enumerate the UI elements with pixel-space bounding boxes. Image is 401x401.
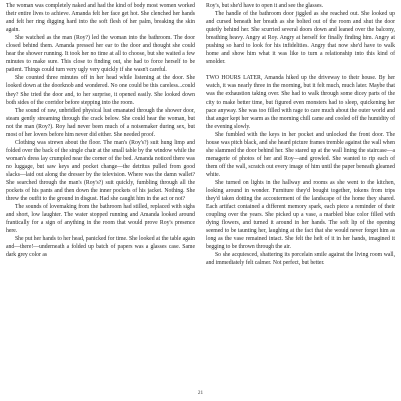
paragraph: Roy's, but she'd have to open it and see the glasses. [206,3,324,9]
page-number: 21 [197,390,204,396]
left-text-column [6,2,195,260]
paragraph: Clothing was strewn about the floor. The man's (Roy's?) suit hung limp and folded over the back of the single chair at the small table by the window while the woman's dress lay crumpled near the corner of the bed. Amanda noticed there was no luggage, but saw keys and pocket change—the detritus pulled from good slacks—laid out along the dresser by the television. Where was the damn wallet? She searched through the man's (Roy's?) suit quickly, fumbling through all the pockets of his pants and then down the inner pockets of his jacket. Nothing. She threw the outfit to the ground in disgust. Had she caught him in the act or not? [6,139,195,203]
section-opening-paragraph: TWO HOURS LATER, Amanda hiked up the driveway to their house. By her watch, it was nearly three in the morning, but it felt much, much later. Maybe that was the exhaustion taking over. She had to walk through some dicey parts of the city to make better time, but figured even monsters had to sleep, quickening her pace anyway. She was too filled with rage to care much about the outer world and that anger kept her warm as the morning chill came and cooled off the humidity of the evening slowly. [206,75,395,130]
paragraph: So she acquiesced, shattering its porcelain smile against the living room wall, and immediately felt calmer. Not perfect, but better. [206,252,395,267]
paragraph: The handle of the bathroom door jiggled as she reached out. She looked up and cursed beneath her breath as she bolted out of the room and shut the door quietly behind her. She scurried several doors down and leaned over the balcony, breathing heavy. Angry at Roy. Angry at herself for finally finding him. Angry at pushing so hard to look for his infidelities. Angry that now she'd have to walk home and show him what it was like to turn a relationship into this kind of smolder. [206,11,395,66]
paragraph: She watched as the man (Roy?) led the woman into the bathroom. The door closed behind them. Amanda pressed her ear to the door and thought she could hear the shower running. It took her no time at all to choose, but she waited a few minutes to make sure. This close to finding out, she had to force herself to be patient. Things could turn very ugly very quickly if she wasn't careful. [6,35,195,74]
paragraph: She put her hands to her head, panicked for time. She looked at the table again and—there!—underneath a folded up batch of papers was a glasses case. Same dark grey color as [6,236,195,259]
right-text-column [206,2,395,268]
paragraph: The sound of raw, unbridled physical lust emanated through the shower door, steam gently streaming through the crack below. She could hear the woman, but not the man (Roy?). Roy had never been much of a noisemaker during sex, but most of her lovers before him never did either. She needed proof. [6,107,195,138]
paragraph: She counted three minutes off in her head while listening at the door. She looked down at the doorknob and wondered. No one could be this careless...could they? She tried the door and, to her surprise, it opened easily. She looked down both sides of the corridor before stepping into the room. [6,75,195,106]
paragraph: She turned on lights in the hallway and rooms as she went to the kitchen, looking around in wonder. Furniture they'd bought together, tokens from trips they'd taken dotting the accouterment of the landscape of the home they shared. Each artifact contained a different memory spark, each piece a reminder of their coupling over the years. She picked up a vase, a marbled blue color filled with dying flowers, and turned it around in her hands. The soft lip of the opening seemed to be taunting her, laughing at the fact that she would never forget him as long as the vase remained intact. She felt the heft of it in her hands, imagined it begging to be thrown through the air. [206,179,395,251]
paragraph: The sounds of lovemaking from the bathroom had stilled, replaced with sighs and short, low laughter. The water stopped running and Amanda looked around frantically for a sign of anything in the room that would prove Roy's presence here. [6,204,195,235]
paragraph: She fumbled with the keys in her pocket and unlocked the front door. The house was pitch black, and she heard picture frames tremble against the wall when she slammed the door behind her. She stared up at the wall lining the staircase—a menagerie of photos of her and Roy—and growled. She wanted to rip each of them off the wall, scratch out every image of him until the paper beneath gleamed white. [206,131,395,178]
paragraph: The woman was completely naked and had the kind of body most women worked their entire lives to achieve. Amanda felt her face get hot. She clenched her hands and felt her ring digging hard into the soft flesh of her palm, breaking the skin again. [6,3,195,34]
